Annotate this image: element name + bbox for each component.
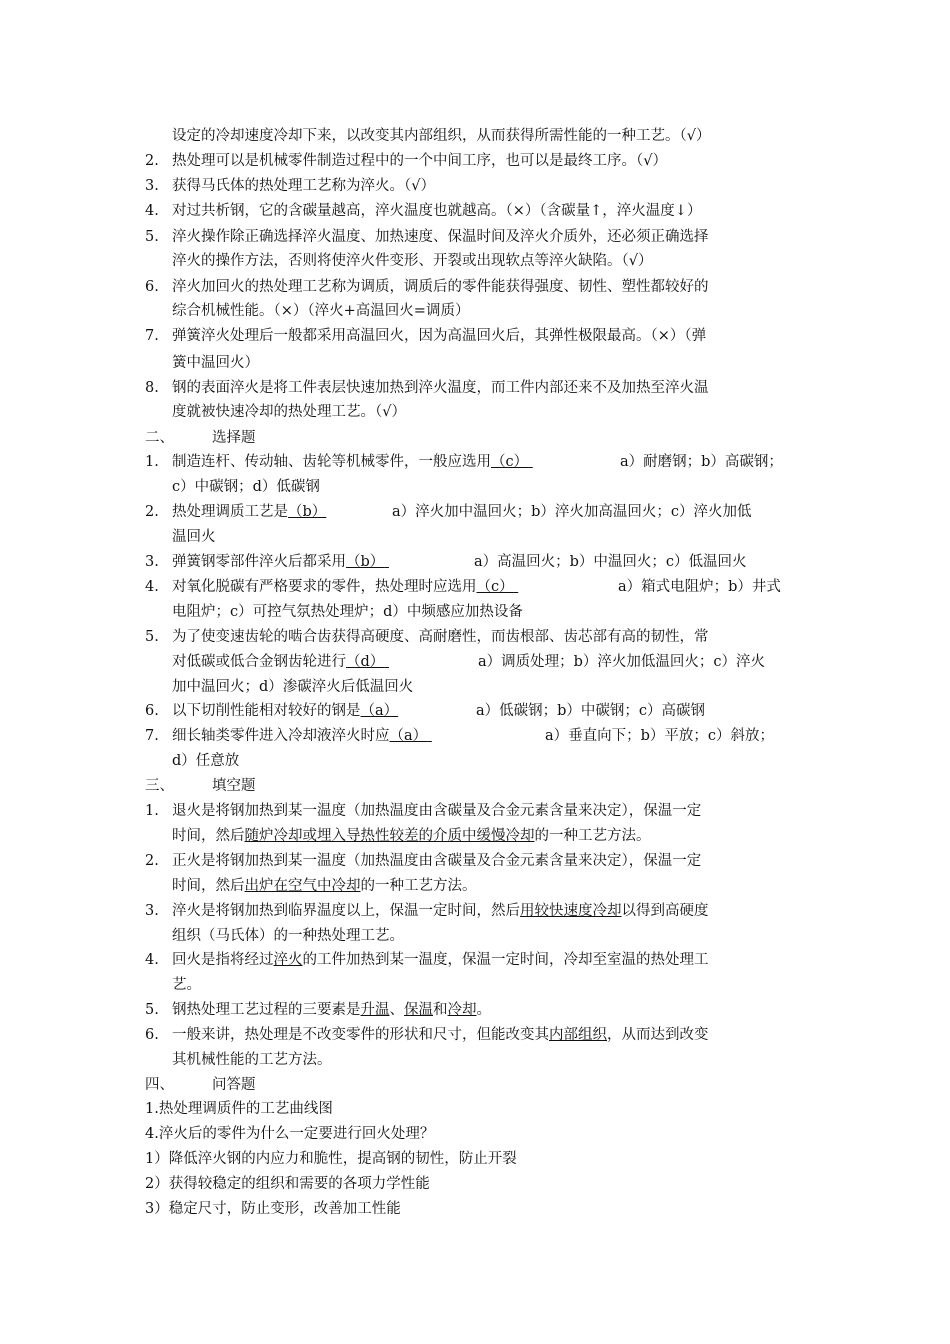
fill-q3-answer: 用较快速度冷却 bbox=[520, 903, 622, 919]
fill-q3-line2: 组织（马氏体）的一种热处理工艺。 bbox=[172, 928, 404, 944]
choice-q1-blank bbox=[528, 452, 558, 472]
choice-q2-number: 2. bbox=[145, 504, 159, 520]
choice-q1-options-line2: c）中碳钢；d）低碳钢 bbox=[172, 479, 320, 495]
fill-q1-answer: 随炉冷却或埋入导热性较差的介质中缓慢冷却 bbox=[244, 828, 535, 844]
tf-item-6-number: 6. bbox=[145, 279, 159, 295]
choice-q4-number: 4. bbox=[145, 579, 159, 595]
fill-q5-answer-1: 升温 bbox=[360, 1002, 390, 1018]
choice-q3-stem bbox=[172, 552, 390, 572]
tf-item-7-number: 7. bbox=[145, 328, 159, 344]
fill-q3-pre: 淬火是将钢加热到临界温度以上，保温一定时间，然后 bbox=[172, 903, 520, 919]
choice-q3-options: a）高温回火；b）中温回火；c）低温回火 bbox=[474, 554, 747, 570]
tf-item-6-text-line1: 淬火加回火的热处理工艺称为调质，调质后的零件能获得强度、韧性、塑性都较好的 bbox=[172, 279, 709, 295]
fill-q5-sep-1: 、 bbox=[389, 1002, 404, 1018]
choice-q1-text: 制造连杆、传动轴、齿轮等机械零件，一般应选用 bbox=[172, 454, 491, 470]
fill-q2-answer: 出炉在空气中冷却 bbox=[244, 878, 361, 894]
choice-q5-answer: （d） bbox=[346, 654, 385, 670]
section-2-title: 选择题 bbox=[212, 430, 256, 446]
choice-q7-answer: （a） bbox=[389, 728, 428, 744]
fill-q4-number: 4. bbox=[145, 952, 159, 968]
choice-q5-stem bbox=[172, 652, 396, 672]
fill-q3-number: 3. bbox=[145, 903, 159, 919]
fill-q6-line2: 其机械性能的工艺方法。 bbox=[172, 1052, 332, 1068]
choice-q3-answer: （b） bbox=[346, 554, 385, 570]
choice-q4-options-line2: 电阻炉；c）可控气氛热处理炉；d）中频感应加热设备 bbox=[172, 604, 523, 620]
choice-q7-options-line2: d）任意放 bbox=[172, 753, 240, 769]
fill-q2-pre: 时间，然后 bbox=[172, 878, 245, 894]
choice-q1-stem bbox=[172, 452, 558, 472]
choice-q7-blank bbox=[427, 726, 435, 746]
choice-q2-answer: （b） bbox=[288, 504, 327, 520]
qa-line-2: 4.淬火后的零件为什么一定要进行回火处理？ bbox=[145, 1126, 435, 1142]
tf-item-3-number: 3. bbox=[145, 178, 159, 194]
qa-line-1: 1.热处理调质件的工艺曲线图 bbox=[145, 1101, 333, 1117]
tf-item-2-text: 热处理可以是机械零件制造过程中的一个中间工序，也可以是最终工序。（√） bbox=[172, 153, 667, 169]
choice-q5-blank bbox=[384, 652, 396, 672]
section-4-title: 问答题 bbox=[212, 1077, 256, 1093]
fill-q1-line2 bbox=[172, 826, 651, 846]
choice-q6-number: 6. bbox=[145, 703, 159, 719]
tf-item-5-text-line1: 淬火操作除正确选择淬火温度、加热速度、保温时间及淬火介质外，还必须正确选择 bbox=[172, 229, 709, 245]
fill-q1-post: 的一种工艺方法。 bbox=[534, 828, 651, 844]
fill-q4-line2: 艺。 bbox=[172, 977, 201, 993]
tf-item-5-text-line2: 淬火的操作方法，否则将使淬火件变形、开裂或出现软点等淬火缺陷。（√） bbox=[172, 253, 653, 269]
tf-item-8-text-line2: 度就被快速冷却的热处理工艺。（√） bbox=[172, 404, 406, 420]
choice-q3-number: 3. bbox=[145, 554, 159, 570]
tf-item-4-number: 4. bbox=[145, 203, 159, 219]
choice-q2-options-line2: 温回火 bbox=[172, 529, 216, 545]
fill-q3-post: 以得到高硬度 bbox=[621, 903, 709, 919]
choice-q5-stem-line1: 为了使变速齿轮的啮合齿获得高硬度、高耐磨性，而齿根部、齿芯部有高的韧性，常 bbox=[172, 629, 709, 645]
fill-q5-post: 。 bbox=[476, 1002, 491, 1018]
tf-item-5-number: 5. bbox=[145, 229, 159, 245]
fill-q4-line1 bbox=[172, 950, 709, 970]
tf-item-3-text: 获得马氏体的热处理工艺称为淬火。（√） bbox=[172, 178, 435, 194]
choice-q4-stem bbox=[172, 577, 532, 597]
choice-q2-text: 热处理调质工艺是 bbox=[172, 504, 288, 520]
tf-item-7-text-line1: 弹簧淬火处理后一般都采用高温回火，因为高温回火后，其弹性极限最高。（×）（弹 bbox=[172, 328, 707, 344]
fill-q6-post: ，从而达到改变 bbox=[607, 1027, 709, 1043]
fill-q2-post: 的一种工艺方法。 bbox=[360, 878, 477, 894]
fill-q1-line1: 退火是将钢加热到某一温度（加热温度由含碳量及合金元素含量来决定），保温一定 bbox=[172, 803, 702, 819]
choice-q1-answer: （c） bbox=[491, 454, 529, 470]
qa-line-5: 3）稳定尺寸，防止变形，改善加工性能 bbox=[145, 1201, 401, 1217]
fill-q5-sep-2: 和 bbox=[433, 1002, 448, 1018]
fill-q1-pre: 时间，然后 bbox=[172, 828, 245, 844]
fill-q2-number: 2. bbox=[145, 853, 159, 869]
fill-q2-line1: 正火是将钢加热到某一温度（加热温度由含碳量及合金元素含量来决定），保温一定 bbox=[172, 853, 702, 869]
fill-q5-answer-2: 保温 bbox=[404, 1002, 433, 1018]
fill-q1-number: 1. bbox=[145, 803, 159, 819]
fill-q6-answer: 内部组织 bbox=[549, 1027, 607, 1043]
fill-q6-pre: 一般来讲，热处理是不改变零件的形状和尺寸，但能改变其 bbox=[172, 1027, 549, 1043]
fill-q6-line1 bbox=[172, 1025, 709, 1045]
qa-line-4: 2）获得较稳定的组织和需要的各项力学性能 bbox=[145, 1176, 430, 1192]
tf-item-8-number: 8. bbox=[145, 380, 159, 396]
choice-q1-number: 1. bbox=[145, 454, 159, 470]
section-4-number: 四、 bbox=[145, 1077, 174, 1093]
tf-item-6-text-line2: 综合机械性能。（×）（淬火+高温回火=调质） bbox=[172, 303, 470, 319]
fill-q6-number: 6. bbox=[145, 1027, 159, 1043]
fill-q2-line2 bbox=[172, 876, 477, 896]
tf-item-1-continuation: 设定的冷却速度冷却下来，以改变其内部组织，从而获得所需性能的一种工艺。（√） bbox=[172, 128, 711, 144]
fill-q4-post: 的工件加热到某一温度，保温一定时间，冷却至室温的热处理工 bbox=[302, 952, 709, 968]
choice-q2-stem bbox=[172, 502, 326, 522]
choice-q5-options-line2: 加中温回火；d）渗碳淬火后低温回火 bbox=[172, 679, 414, 695]
choice-q2-options: a）淬火加中温回火；b）淬火加高温回火；c）淬火加低 bbox=[392, 504, 752, 520]
fill-q5-pre: 钢热处理工艺过程的三要素是 bbox=[172, 1002, 361, 1018]
tf-item-4-text: 对过共析钢，它的含碳量越高，淬火温度也就越高。（×）（含碳量↑，淬火温度↓） bbox=[172, 203, 702, 219]
qa-line-3: 1）降低淬火钢的内应力和脆性，提高钢的韧性，防止开裂 bbox=[145, 1151, 517, 1167]
choice-q6-answer: （a） bbox=[360, 703, 399, 719]
choice-q5-text: 对低碳或低合金钢齿轮进行 bbox=[172, 654, 346, 670]
choice-q3-text: 弹簧钢零部件淬火后都采用 bbox=[172, 554, 346, 570]
tf-item-7-text-line2: 簧中温回火） bbox=[172, 355, 259, 371]
choice-q6-options: a）低碳钢；b）中碳钢；c）高碳钢 bbox=[476, 703, 706, 719]
fill-q5-answer-3: 冷却 bbox=[447, 1002, 477, 1018]
tf-item-2-number: 2. bbox=[145, 153, 159, 169]
fill-q5-number: 5. bbox=[145, 1002, 159, 1018]
choice-q5-options: a）调质处理；b）淬火加低温回火；c）淬火 bbox=[478, 654, 766, 670]
tf-item-8-text-line1: 钢的表面淬火是将工件表层快速加热到淬火温度，而工件内部还来不及加热至淬火温 bbox=[172, 380, 709, 396]
fill-q4-pre: 回火是指将经过 bbox=[172, 952, 274, 968]
section-3-title: 填空题 bbox=[212, 778, 256, 794]
choice-q7-stem bbox=[172, 726, 435, 746]
fill-q3-line1 bbox=[172, 901, 709, 921]
choice-q6-text: 以下切削性能相对较好的钢是 bbox=[172, 703, 361, 719]
choice-q5-number: 5. bbox=[145, 629, 159, 645]
fill-q5-line1 bbox=[172, 1000, 491, 1020]
choice-q4-answer: （c） bbox=[476, 579, 514, 595]
choice-q4-options: a）箱式电阻炉；b）井式 bbox=[618, 579, 781, 595]
choice-q7-text: 细长轴类零件进入冷却液淬火时应 bbox=[172, 728, 390, 744]
section-2-number: 二、 bbox=[145, 430, 174, 446]
choice-q4-blank bbox=[514, 577, 532, 597]
section-3-number: 三、 bbox=[145, 778, 174, 794]
choice-q7-options: a）垂直向下；b）平放；c）斜放； bbox=[545, 728, 775, 744]
fill-q4-answer: 淬火 bbox=[273, 952, 303, 968]
choice-q3-blank bbox=[384, 552, 390, 572]
choice-q6-stem bbox=[172, 701, 398, 721]
choice-q1-options: a）耐磨钢；b）高碳钢； bbox=[620, 454, 783, 470]
choice-q7-number: 7. bbox=[145, 728, 159, 744]
choice-q4-text: 对氧化脱碳有严格要求的零件，热处理时应选用 bbox=[172, 579, 477, 595]
